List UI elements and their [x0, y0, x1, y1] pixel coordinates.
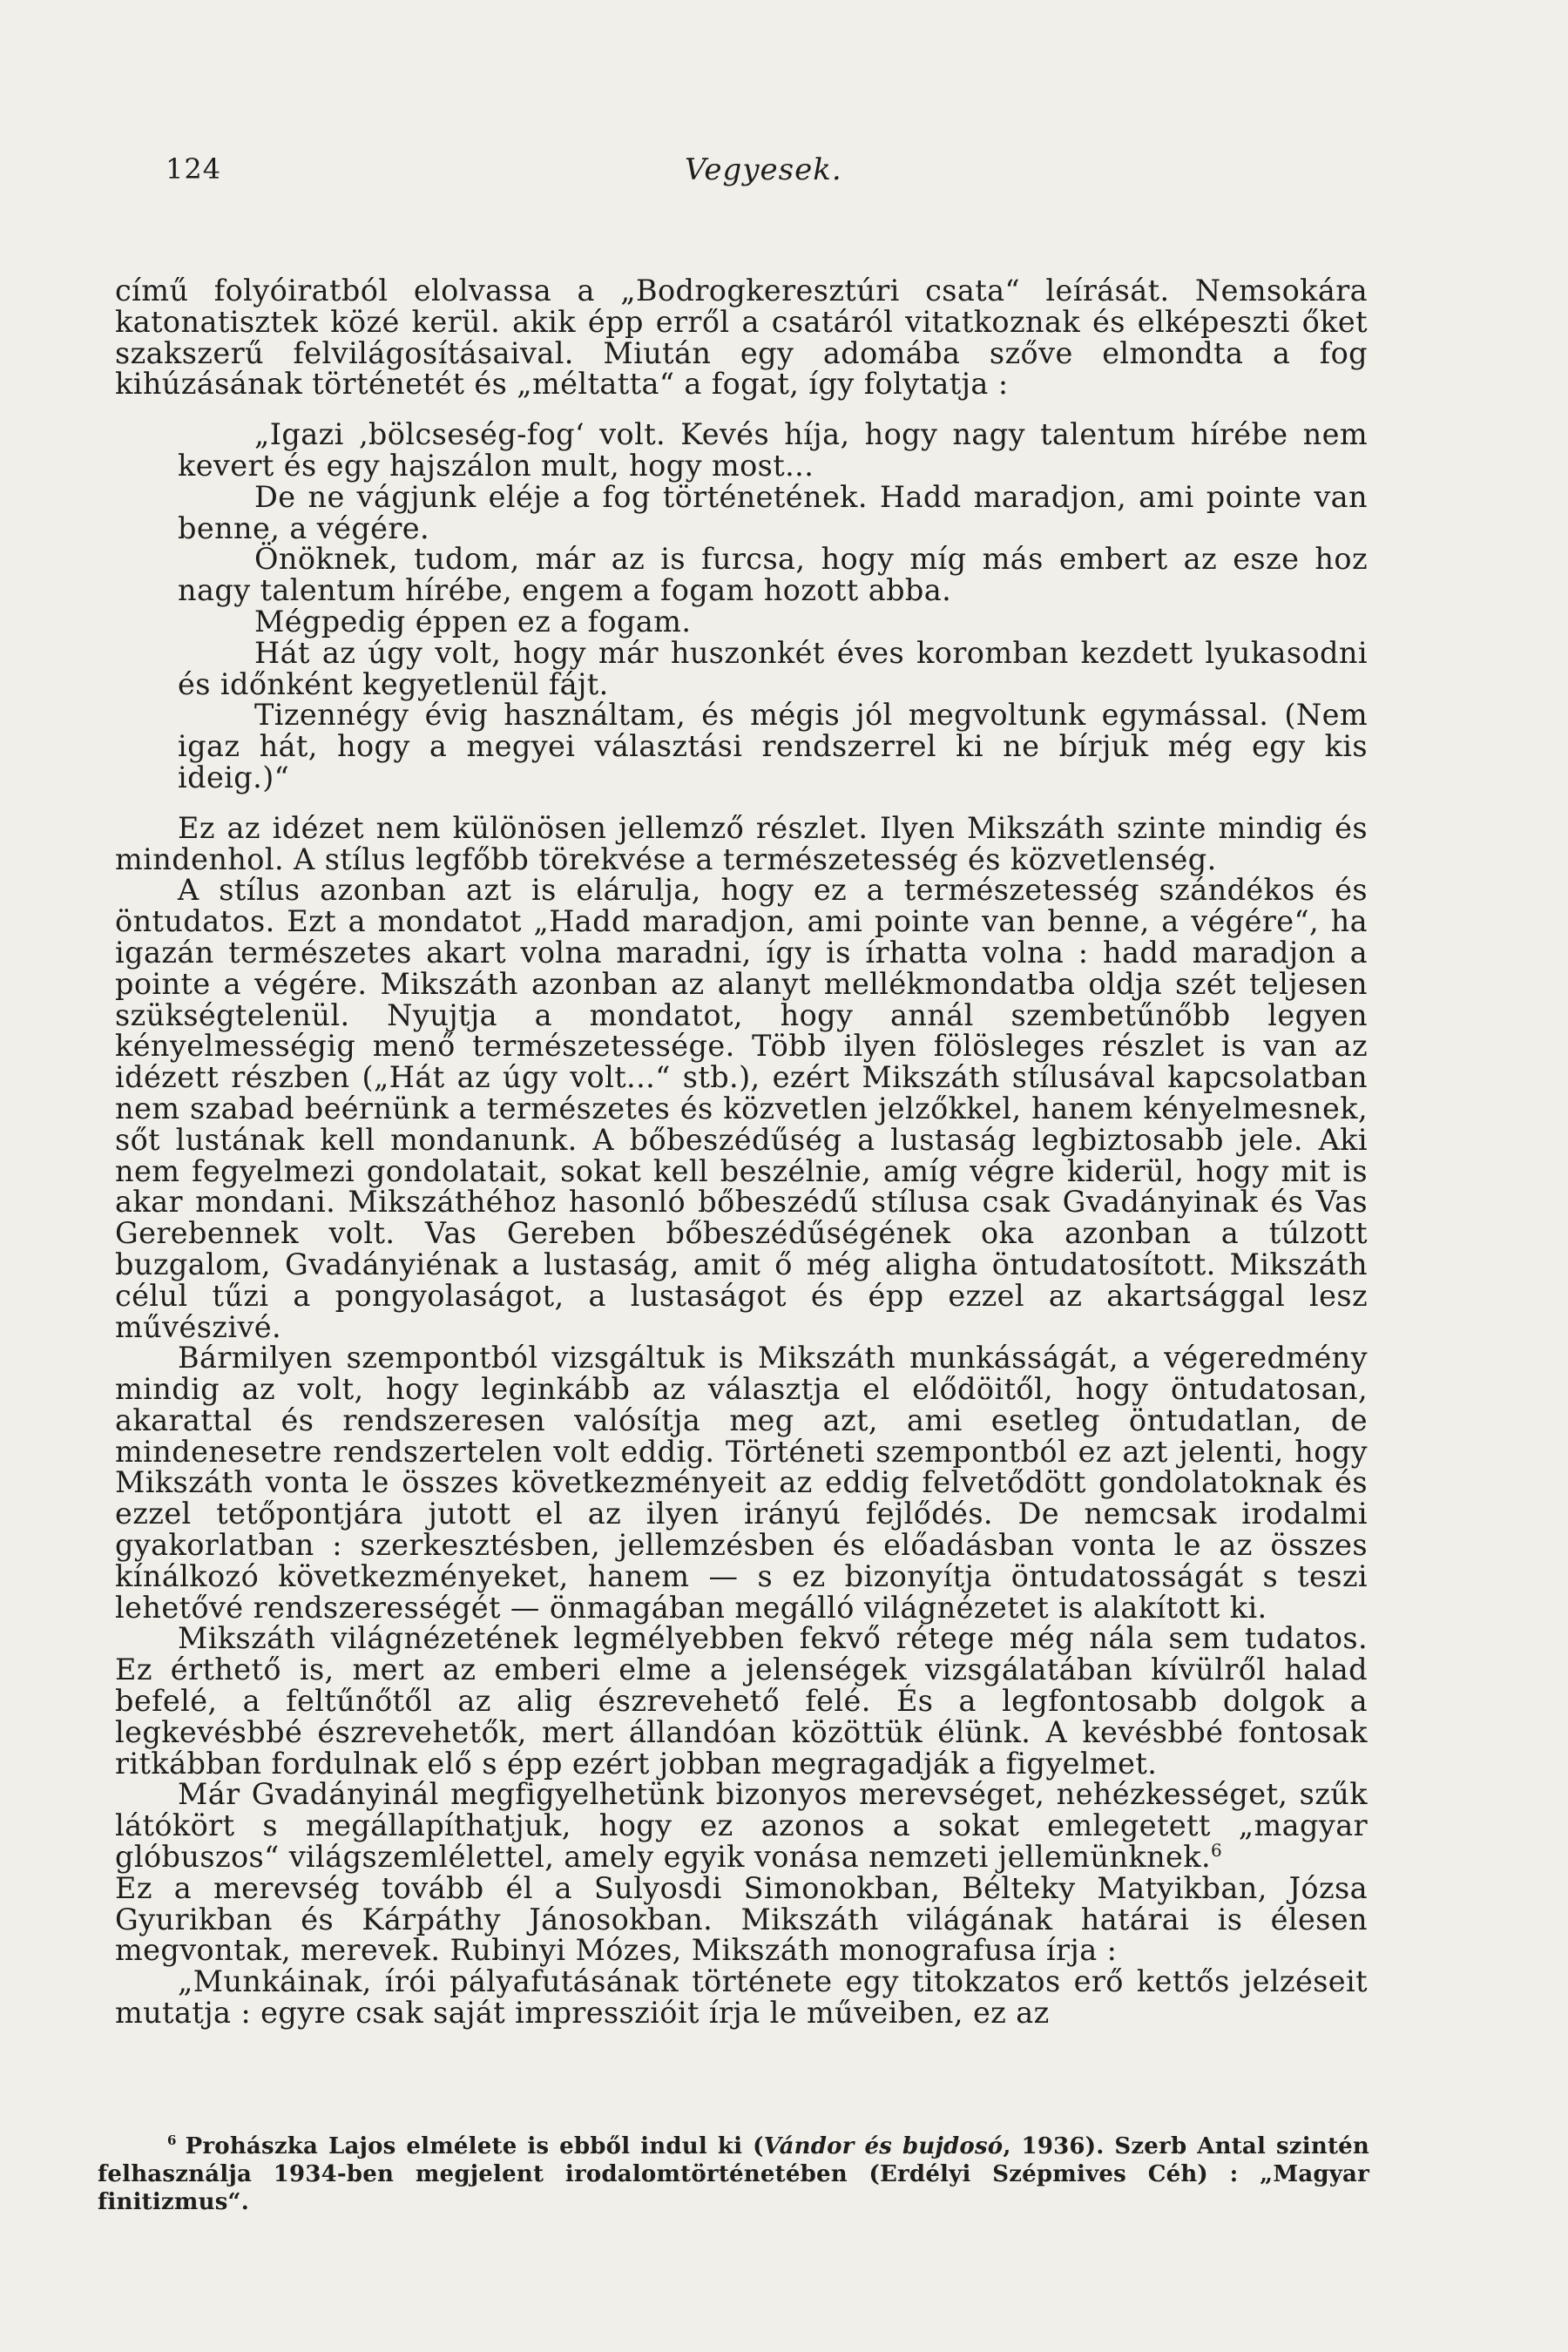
- paragraph: [115, 1777, 1368, 1875]
- paragraph: Ez a merevség tovább él a Sulyosdi Simonokban, Bélteky Matyikban, Józsa Gyurikban és Kárpáthy Jánosokban. Mikszáth világának határai is élesen megvontak, merevek. Rubinyi Mózes, Mikszáth monografusa írja :: [115, 1870, 1368, 1968]
- footnote-marker: 6: [167, 2132, 177, 2149]
- paragraph: Mikszáth világnézetének legmélyebben fekvő rétege még nála sem tudatos. Ez érthető is, mert az emberi elme a jelenségek vizsgálatában kívülről halad befelé, a feltűnőtől az alig észrevehető felé. És a legfontosabb dolgok a legkevésbbé észrevehetők, mert állandóan közöttük élünk. A kevésbbé fontosak ritkábban fordulnak elő s épp ezért jobban megragadják a figyelmet.: [115, 1621, 1368, 1781]
- quote-line: Mégpedig éppen ez a fogam.: [254, 604, 692, 639]
- quote-line: Önöknek, tudom, már az is furcsa, hogy míg más embert az esze hoz nagy talentum hírébe, engem a fogam hozott abba.: [178, 542, 1368, 608]
- footnote: [98, 2132, 1369, 2216]
- running-title: Vegyesek.: [685, 152, 842, 187]
- quote-line: Tizennégy évig használtam, és mégis jól megvoltunk egymással. (Nem igaz hát, hogy a megyei választási rendszerrel ki ne bírjuk még egy kis ideig.)“: [178, 698, 1368, 794]
- quote-line: „Igazi ‚bölcseség-fog‘ volt. Kevés híja, hogy nagy talentum hírébe nem kevert és egy hajszálon mult, hogy most...: [178, 417, 1368, 483]
- quote-line: De ne vágjunk eléje a fog történetének. Hadd maradjon, ami pointe van benne, a végére.: [178, 479, 1368, 545]
- quote-line: Hát az úgy volt, hogy már huszonkét éves koromban kezdett lyukasodni és időnként kegyetlenül fájt.: [178, 635, 1368, 701]
- paragraph: „Munkáinak, írói pályafutásának története egy titokzatos erő kettős jelzéseit mutatja : egyre csak saját impresszióit írja le műveiben, ez az: [115, 1964, 1368, 2031]
- body-text: [115, 275, 1368, 2029]
- paragraph: Bármilyen szempontból vizsgáltuk is Mikszáth munkásságát, a végeredmény mindig az volt, hogy leginkább az választja el elődöitől, hogy öntudatosan, akarattal és rendszeresen valósítja meg azt, ami esetleg öntudatlan, de mindenesetre rendszertelen volt eddig. Történeti szempontból ez azt jelenti, hogy Mikszáth vonta le összes következményeit az eddig felvetődött gondolatoknak és ezzel tetőpontjára jutott el az ilyen irányú fejlődés. De nemcsak irodalmi gyakorlatban : szerkesztésben, jellemzésben és előadásban vonta le az összes kínálkozó következményeket, hanem — s ez bizonyítja öntudatosságát s teszi lehetővé rendszerességét — önmagában megálló világnézetet is alakított ki.: [115, 1341, 1368, 1625]
- page-header: [166, 152, 1385, 205]
- paragraph: A stílus azonban azt is elárulja, hogy ez a természetesség szándékos és öntudatos. Ezt a mondatot „Hadd maradjon, ami pointe van benne, a végére“, ha igazán természetes akart volna maradni, így is írhatta volna : hadd maradjon a pointe a végére. Mikszáth azonban az alanyt mellékmondatba oldja szét teljesen szükségtelenül. Nyujtja a mondatot, hogy annál szembetűnőbb legyen kényelmességig menő természetessége. Több ilyen fölösleges részlet is van az idézett részben („Hát az úgy volt...“ stb.), ezért Mikszáth stílusával kapcsolatban nem szabad beérnünk a természetes és közvetlen jelzőkkel, hanem kényelmesnek, sőt lustának kell mondanunk. A bőbeszédűség a lustaság legbiztosabb jele. Aki nem fegyelmezi gondolatait, sokat kell beszélnie, amíg végre kiderül, hogy mit is akar mondani. Mikszáthéhoz hasonló bőbeszédű stílusa csak Gvadányinak és Vas Gerebennek volt. Vas Gereben bőbeszédűségének oka azonban a túlzott buzgalom, Gvadányiénak a lustaság, amit ő még aligha öntudatosított. Mikszáth célul tűzi a pongyolaságot, a lustaságot és épp ezzel az akartsággal lesz művészivé.: [115, 873, 1368, 1344]
- paragraph: Ez az idézet nem különösen jellemző részlet. Ilyen Mikszáth szinte mindig és mindenhol. A stílus legfőbb törekvése a természetesség és közvetlenség.: [115, 810, 1368, 876]
- footnote-text-before: Prohászka Lajos elmélete is ebből indul ki (: [185, 2133, 764, 2159]
- page-number: 124: [166, 152, 222, 186]
- spacer: [115, 794, 1368, 813]
- block-quote: [115, 419, 1368, 794]
- footnote-work-title: Vándor és bujdosó: [763, 2133, 1004, 2159]
- spacer: [115, 400, 1368, 419]
- opening-paragraph: című folyóiratból elolvassa a „Bodrogkeresztúri csata“ leírását. Nemsokára katonatisztek közé kerül. akik épp erről a csatáról vitatkoznak és elképeszti őket szakszerű felvilágosításaival. Miután egy adomába szőve elmondta a fog kihúzásának történetét és „méltatta“ a fogat, így folytatja :: [115, 274, 1368, 402]
- footnote-reference[interactable]: 6: [1211, 1839, 1223, 1861]
- paragraph-text: Már Gvadányinál megfigyelhetünk bizonyos merevséget, nehézkességet, szűk látókört s megállapíthatjuk, hogy ez azonos a sokat emlegetett „magyar glóbuszos“ világszemlélettel, amely egyik vonása nemzeti jellemünknek.: [115, 1777, 1368, 1875]
- footnote-text-after: , 1936). Szerb Antal szintén felhasználja 1934-ben megjelent irodalomtörténetében (Erdélyi Szépmives Céh) : „Magyar finitizmus“.: [98, 2133, 1370, 2215]
